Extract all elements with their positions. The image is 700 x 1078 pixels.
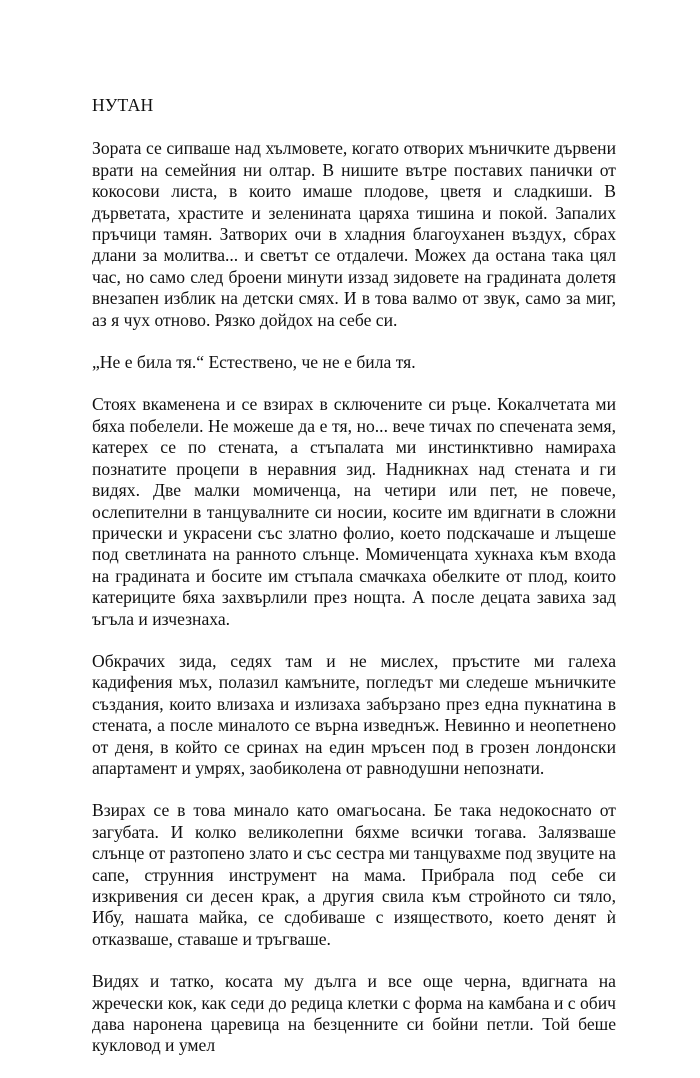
paragraph-1: Зората се сипваше над хълмовете, когато отворих мъничките дървени врати на семейния ни олтар. В нишите вътре поставих панички от кокосови листа, в които имаше плодове, цветя и сладкиши. В дърветата, храстите и зеленината царяха тишина и покой. Запалих пръчици тамян. Затворих очи в хладния благоуханен въздух, сбрах длани за молитва... и светът се отдалечи. Можех да остана така цял час, но само след броени минути иззад зидовете на градината долетя внезапен изблик на детски смях. И в това валмо от звук, само за миг, аз я чух отново. Рязко дойдох на себе си.	[92, 138, 616, 330]
paragraph-5: Взирах се в това минало като омагьосана. Бе така недокоснато от загубата. И колко великолепни бяхме всички тогава. Залязваше слънце от разтопено злато и със сестра ми танцувахме под звуците на сапе, струнния инструмент на мама. Прибрала под себе си изкривения си десен крак, а другия свила към стройното си тяло, Ибу, нашата майка, се сдобиваше с изяществото, което денят ѝ отказваше, ставаше и тръгваше.	[92, 800, 616, 949]
chapter-title: НУТАН	[92, 95, 154, 115]
document-page	[92, 95, 616, 1078]
paragraph-6: Видях и татко, косата му дълга и все още черна, вдигната на жречески кок, как седи до редица клетки с форма на камбана и с обич дава наронена царевица на безценните си бойни петли. Той беше кукловод и умел	[92, 971, 616, 1056]
paragraph-2: „Не е била тя.“ Естествено, че не е била тя.	[92, 352, 416, 373]
paragraph-4: Обкрачих зида, седях там и не мислех, пръстите ми галеха кадифения мъх, полазил камъните, погледът ми следеше мъничките създания, които влизаха и излизаха забързано през една пукнатина в стената, а после миналото се върна изведнъж. Невинно и неопетнено от деня, в който се сринах на един мръсен под в грозен лондонски апартамент и умрях, заобиколена от равнодушни непознати.	[92, 650, 616, 778]
paragraph-3: Стоях вкаменена и се взирах в сключените си ръце. Кокалчетата ми бяха побелели. Не можеше да е тя, но... вече тичах по спечената земя, катерех се по стената, а стъпалата ми инстинктивно намираха познатите процепи в неравния зид. Надникнах над стената и ги видях. Две малки момиченца, на четири или пет, не повече, ослепителни в танцувалните си носии, косите им вдигнати в сложни прически и украсени със златно фолио, което подскачаше и лъщеше под светлината на ранното слънце. Момиченцата хукнаха към входа на градината и босите им стъпала смачкаха обелките от плод, които катериците бяха захвърлили през нощта. А после децата завиха зад ъгъла и изчезнаха.	[92, 394, 616, 629]
